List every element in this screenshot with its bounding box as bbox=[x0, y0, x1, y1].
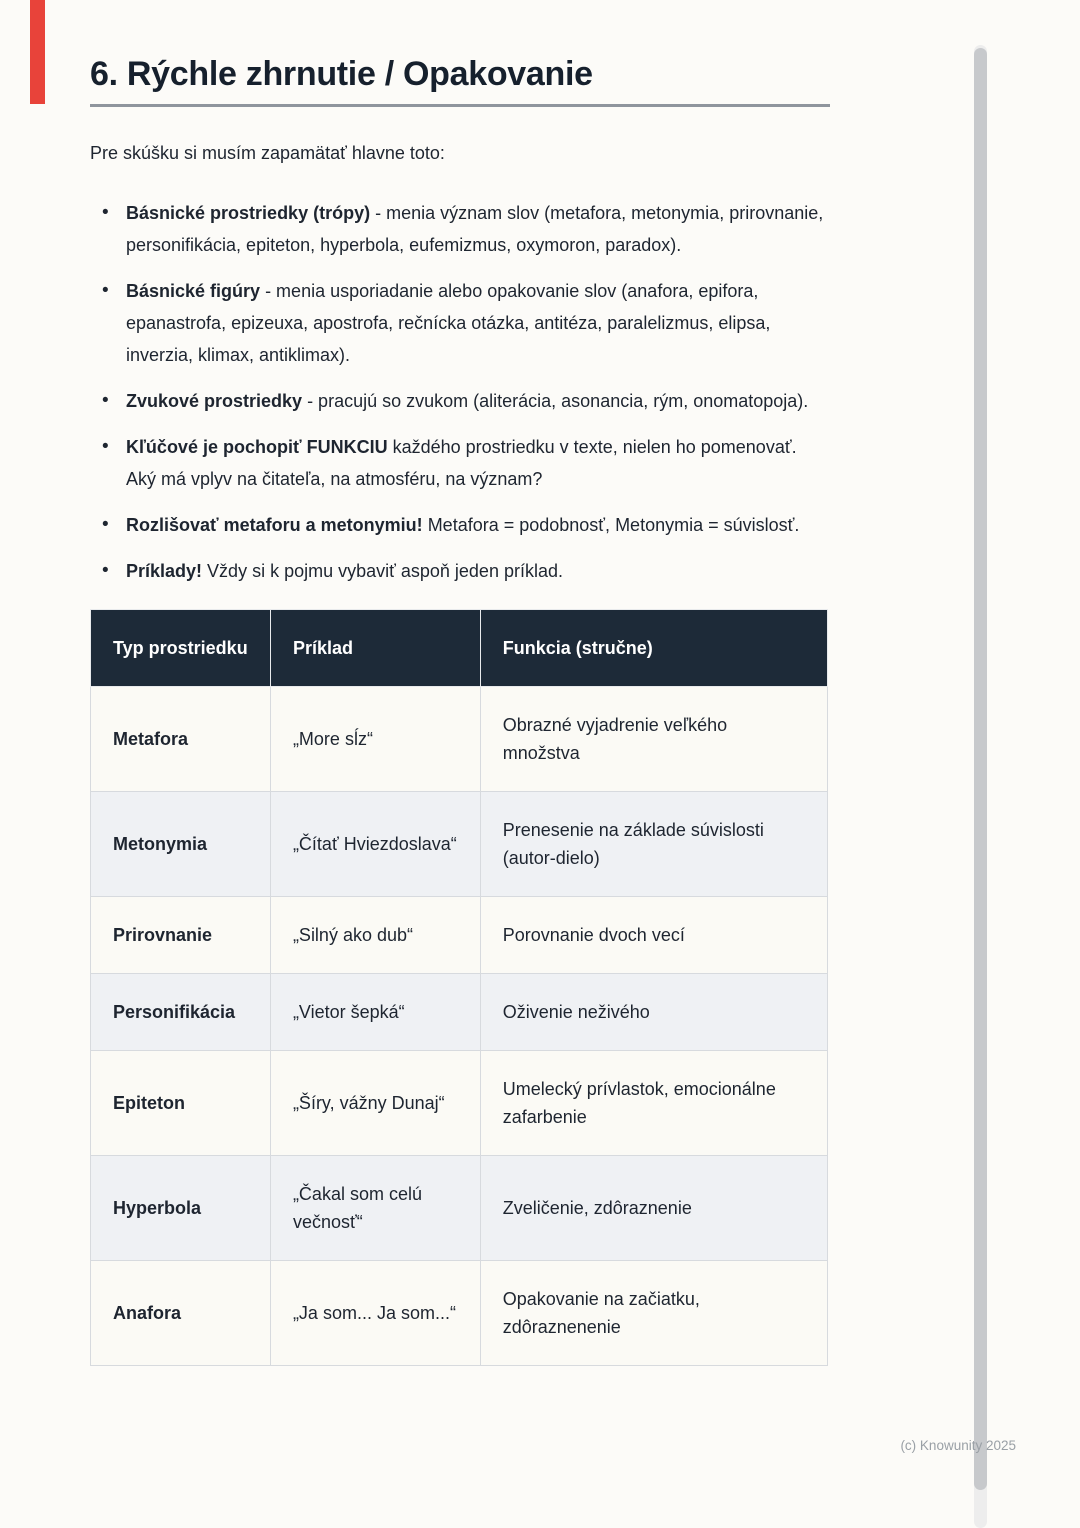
table-cell: Obrazné vyjadrenie veľkého množstva bbox=[480, 687, 827, 792]
document-page bbox=[90, 52, 830, 1366]
table-header: Funkcia (stručne) bbox=[480, 610, 827, 687]
table-cell: Umelecký prívlastok, emocionálne zafarbenie bbox=[480, 1051, 827, 1156]
bullet-lead: Kľúčové je pochopiť FUNKCIU bbox=[126, 437, 388, 457]
page-title: 6. Rýchle zhrnutie / Opakovanie bbox=[90, 55, 593, 93]
table-cell: „Šíry, vážny Dunaj“ bbox=[270, 1051, 480, 1156]
table-row bbox=[91, 1156, 828, 1261]
bullet-lead: Príklady! bbox=[126, 561, 203, 581]
table-header: Príklad bbox=[270, 610, 480, 687]
bullet-text: každého prostriedku v texte, nielen ho pomenovať. Aký má vplyv na čitateľa, na atmosféru, na význam? bbox=[126, 437, 797, 489]
list-item bbox=[90, 555, 830, 587]
table-cell: Oživenie neživého bbox=[480, 974, 827, 1051]
summary-list bbox=[90, 197, 830, 587]
table-cell: „More sĺz“ bbox=[270, 687, 480, 792]
list-item bbox=[90, 385, 830, 417]
list-item bbox=[90, 275, 830, 371]
copyright-text: (c) Knowunity 2025 bbox=[900, 1438, 1016, 1453]
table-cell: „Vietor šepká“ bbox=[270, 974, 480, 1051]
bullet-lead: Básnické prostriedky (trópy) bbox=[126, 203, 371, 223]
scrollbar-thumb[interactable] bbox=[974, 48, 987, 1490]
table-cell: Porovnanie dvoch vecí bbox=[480, 897, 827, 974]
bullet-text: Vždy si k pojmu vybaviť aspoň jeden príklad. bbox=[202, 561, 563, 581]
table-cell: Metonymia bbox=[91, 792, 271, 897]
table-cell: Hyperbola bbox=[91, 1156, 271, 1261]
bullet-text: Metafora = podobnosť, Metonymia = súvislosť. bbox=[422, 515, 800, 535]
table-cell: Anafora bbox=[91, 1261, 271, 1366]
title-divider bbox=[90, 104, 830, 107]
table-cell: Epiteton bbox=[91, 1051, 271, 1156]
table-cell: Opakovanie na začiatku, zdôraznenenie bbox=[480, 1261, 827, 1366]
table-row bbox=[91, 1051, 828, 1156]
table-cell: „Ja som... Ja som...“ bbox=[270, 1261, 480, 1366]
bullet-text: - pracujú so zvukom (aliterácia, asonancia, rým, onomatopoja). bbox=[302, 391, 809, 411]
scrollbar[interactable] bbox=[974, 45, 987, 1528]
table-cell: Metafora bbox=[91, 687, 271, 792]
table-row bbox=[91, 1261, 828, 1366]
devices-table bbox=[90, 609, 828, 1366]
table-cell: „Čakal som celú večnosť“ bbox=[270, 1156, 480, 1261]
table-cell: Personifikácia bbox=[91, 974, 271, 1051]
table-cell: Prirovnanie bbox=[91, 897, 271, 974]
list-item bbox=[90, 431, 830, 495]
table-header-row bbox=[91, 610, 828, 687]
table-cell: „Čítať Hviezdoslava“ bbox=[270, 792, 480, 897]
bullet-lead: Básnické figúry bbox=[126, 281, 261, 301]
table-row bbox=[91, 687, 828, 792]
bullet-text: - menia usporiadanie alebo opakovanie slov (anafora, epifora, epanastrofa, epizeuxa, apostrofa, rečnícka otázka, antitéza, paralelizmus, elipsa, inverzia, klimax, antiklimax). bbox=[126, 281, 771, 365]
table-row bbox=[91, 974, 828, 1051]
red-ribbon bbox=[30, 0, 45, 104]
table-cell: „Silný ako dub“ bbox=[270, 897, 480, 974]
table-header: Typ prostriedku bbox=[91, 610, 271, 687]
table-cell: Prenesenie na základe súvislosti (autor-dielo) bbox=[480, 792, 827, 897]
table-row bbox=[91, 792, 828, 897]
bullet-text: - menia význam slov (metafora, metonymia, prirovnanie, personifikácia, epiteton, hyperbola, eufemizmus, oxymoron, paradox). bbox=[126, 203, 824, 255]
table-cell: Zveličenie, zdôraznenie bbox=[480, 1156, 827, 1261]
intro-text: Pre skúšku si musím zapamätať hlavne toto: bbox=[90, 143, 445, 163]
list-item bbox=[90, 197, 830, 261]
table-row bbox=[91, 897, 828, 974]
bullet-lead: Rozlišovať metaforu a metonymiu! bbox=[126, 515, 423, 535]
bullet-lead: Zvukové prostriedky bbox=[126, 391, 303, 411]
list-item bbox=[90, 509, 830, 541]
